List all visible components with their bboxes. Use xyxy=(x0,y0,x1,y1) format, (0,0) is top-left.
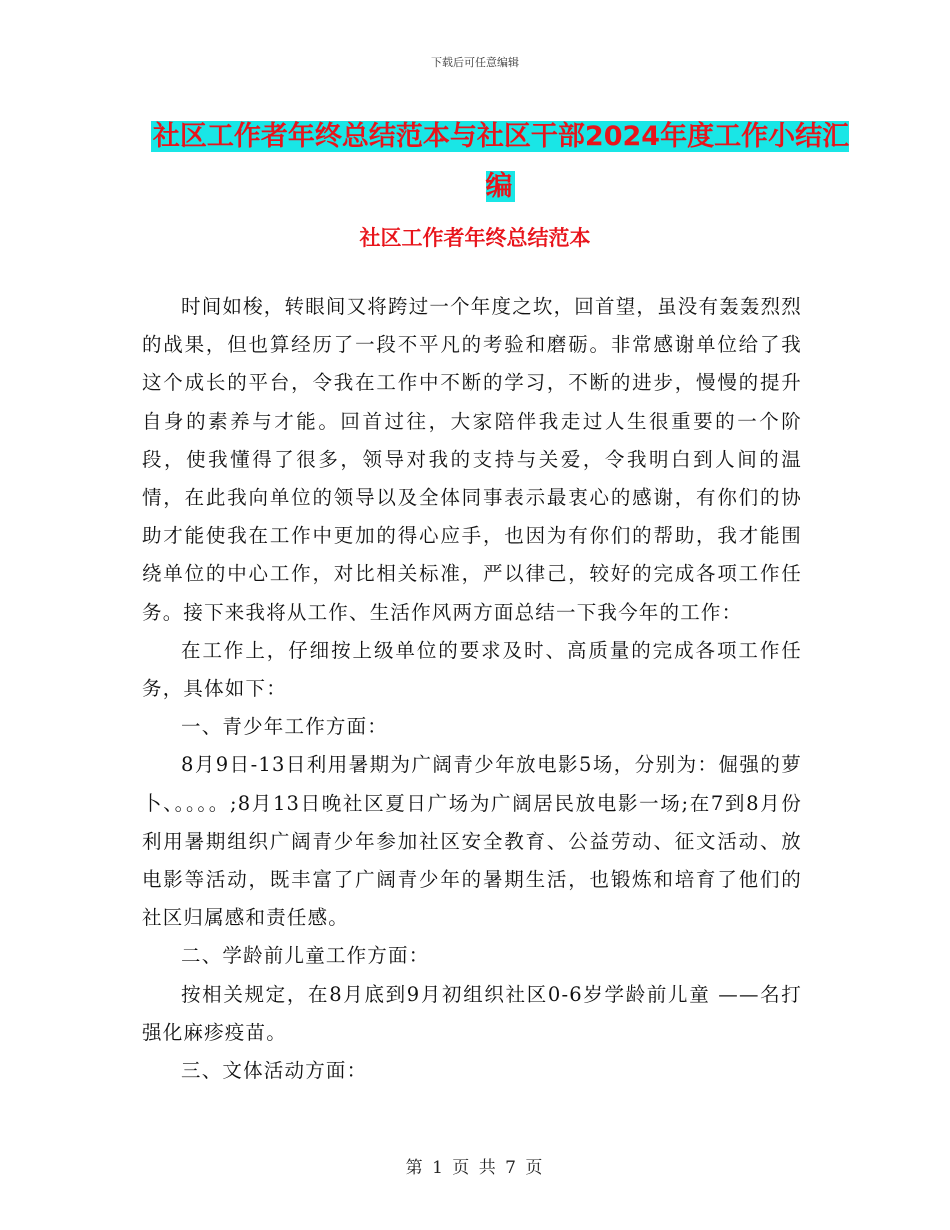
paragraph-work-overview: 在工作上，仔细按上级单位的要求及时、高质量的完成各项工作任务，具体如下： xyxy=(142,638,802,701)
page-number: 第 1 页 共 7 页 xyxy=(405,1158,545,1178)
heading-culture-sports: 三、文体活动方面： xyxy=(181,1059,368,1083)
document-body xyxy=(142,288,802,1090)
paragraph-preschool-work: 按相关规定，在8月底到9月初组织社区0-6岁学龄前儿童 ——名打强化麻疹疫苗。 xyxy=(142,982,802,1044)
paragraph-intro: 时间如梭，转眼间又将跨过一个年度之坎，回首望，虽没有轰轰烈烈的战果，但也算经历了一段不平凡的考验和磨砺。非常感谢单位给了我这个成长的平台，令我在工作中不断的学习，不断的进步，慢慢的提升自身的素养与才能。回首过往，大家陪伴我走过人生很重要的一个阶段，使我懂得了很多，领导对我的支持与关爱，令我明白到人间的温情，在此我向单位的领导以及全体同事表示最衷心的感谢，有你们的协助才能使我在工作中更加的得心应手，也因为有你们的帮助，我才能围绕单位的中心工作，对比相关标准，严以律己，较好的完成各项工作任务。接下来我将从工作、生活作风两方面总结一下我今年的工作： xyxy=(142,295,803,624)
heading-youth-work: 一、青少年工作方面： xyxy=(181,715,389,739)
section-title: 社区工作者年终总结范本 xyxy=(359,226,591,250)
document-title xyxy=(140,112,860,212)
page-header-note: 下载后可任意编辑 xyxy=(431,56,519,69)
paragraph-youth-work: 8月9日-13日利用暑期为广阔青少年放电影5场，分别为：倔强的萝卜、。。。。;8月13日晚社区夏日广场为广阔居民放电影一场;在7到8月份利用暑期组织广阔青少年参加社区安全教育、公益劳动、征文活动、放电影等活动，既丰富了广阔青少年的暑期生活，也锻炼和培育了他们的社区归属感和责任感。 xyxy=(142,753,802,930)
document-title-text: 社区工作者年终总结范本与社区干部2024年度工作小结汇编 xyxy=(152,121,850,202)
heading-preschool-work: 二、学龄前儿童工作方面： xyxy=(181,944,430,968)
